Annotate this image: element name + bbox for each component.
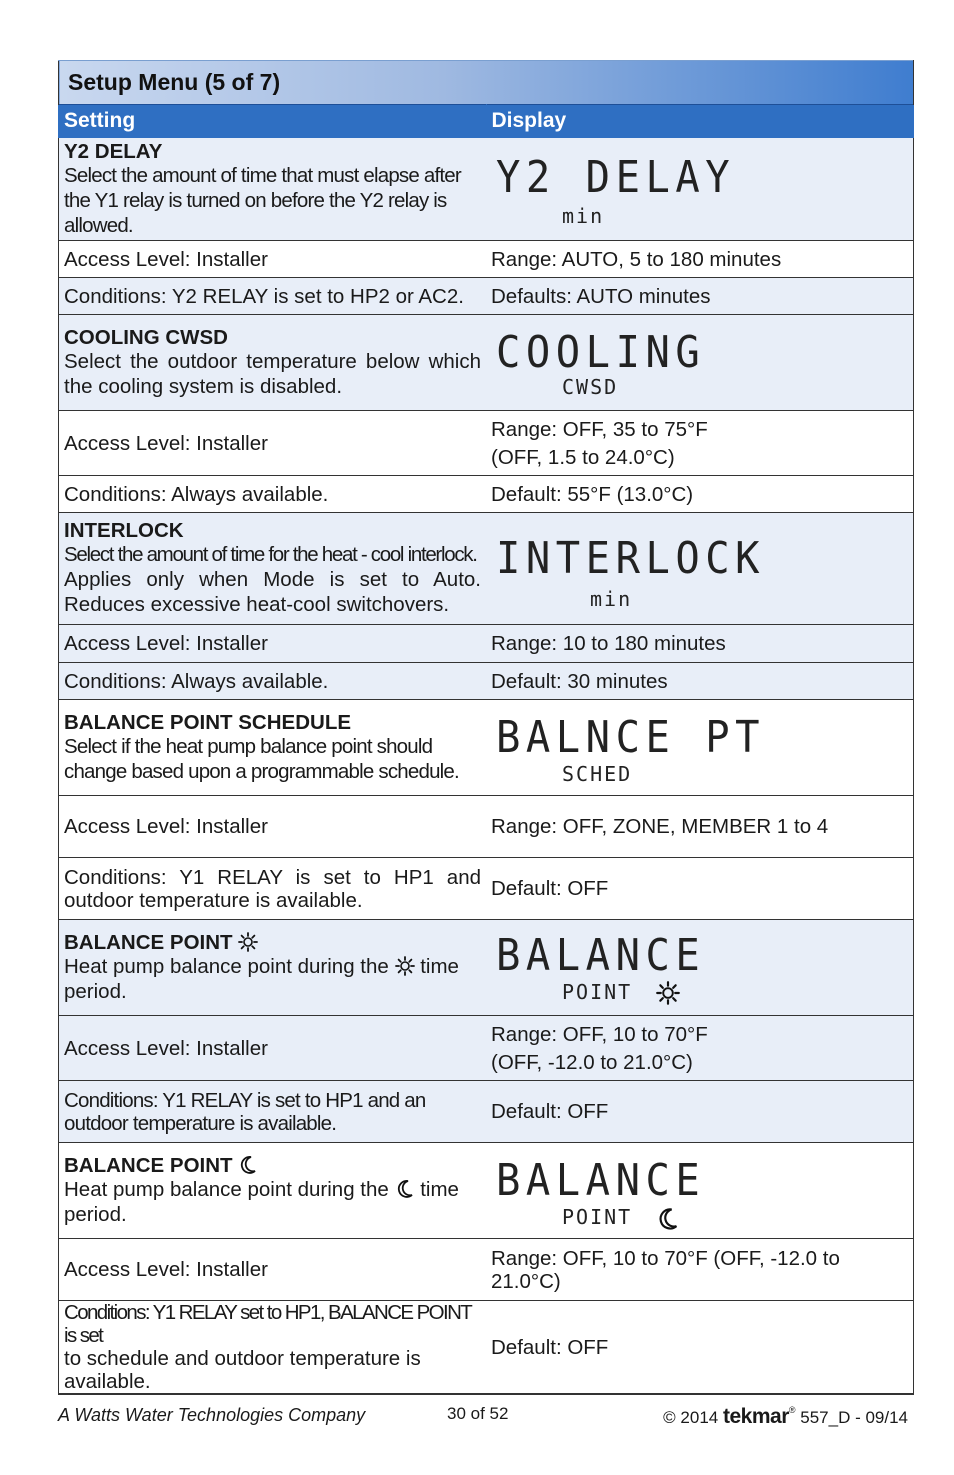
setting-description-cell bbox=[59, 920, 487, 1016]
column-header-setting: Setting bbox=[59, 105, 487, 138]
conditions: Conditions: Y1 RELAY is set to HP1 and outdoor temperature is available. bbox=[59, 858, 487, 920]
setting-description-cell bbox=[59, 513, 487, 625]
page-number: 30 of 52 bbox=[447, 1404, 509, 1423]
lcd-main-text: COOLING bbox=[496, 327, 706, 378]
lcd-sub-text: POINT bbox=[562, 980, 633, 1004]
moon-icon bbox=[395, 1179, 415, 1199]
conditions: Conditions: Y2 RELAY is set to HP2 or AC2. bbox=[59, 278, 487, 315]
setting-description-cell bbox=[59, 315, 487, 411]
conditions: Conditions: Always available. bbox=[59, 476, 487, 513]
range: Range: OFF, ZONE, MEMBER 1 to 4 bbox=[486, 796, 914, 858]
setting-name: BALANCE POINT bbox=[64, 930, 233, 954]
setting-name: COOLING CWSD bbox=[64, 325, 228, 349]
document-code: 557_D - 09/14 bbox=[800, 1408, 908, 1427]
brand-logo: tekmar bbox=[722, 1405, 789, 1428]
setup-menu-table-container bbox=[58, 60, 914, 1395]
range-line: (OFF, 1.5 to 24.0°C) bbox=[491, 445, 675, 469]
setting-description: Select the outdoor temperature below which the cooling system is disabled. bbox=[64, 349, 481, 398]
setting-description-cell bbox=[59, 700, 487, 796]
moon-icon bbox=[656, 1207, 680, 1231]
setting-name: Y2 DELAY bbox=[64, 139, 163, 163]
lcd-display-cell bbox=[486, 315, 914, 411]
setting-name: BALANCE POINT bbox=[64, 1153, 233, 1177]
conditions-line: to schedule and outdoor temperature is available. bbox=[64, 1347, 421, 1393]
conditions-line: Conditions: Y1 RELAY set to HP1, BALANCE POINT is set bbox=[64, 1301, 471, 1347]
range: Range: AUTO, 5 to 180 minutes bbox=[486, 241, 914, 278]
default-value: Default: 30 minutes bbox=[486, 663, 914, 700]
setting-description: Select the amount of time that must elapse after the Y1 relay is turned on before the Y2 relay is allowed. bbox=[64, 163, 461, 237]
lcd-main-text: BALNCE PT bbox=[496, 712, 766, 763]
lcd-display-cell bbox=[486, 700, 914, 796]
setting-description: time period. bbox=[64, 954, 459, 1003]
lcd-display-cell bbox=[486, 1143, 914, 1239]
access-level: Access Level: Installer bbox=[59, 1016, 487, 1081]
copyright: © 2014 bbox=[663, 1408, 719, 1427]
conditions: Conditions: Always available. bbox=[59, 663, 487, 700]
setting-description: Heat pump balance point during the bbox=[64, 954, 389, 978]
moon-icon bbox=[238, 1155, 258, 1175]
default-value: Default: OFF bbox=[486, 1301, 914, 1395]
registered-mark: ® bbox=[788, 1405, 796, 1415]
setting-description-cell bbox=[59, 1143, 487, 1239]
range: Range: 10 to 180 minutes bbox=[486, 625, 914, 663]
access-level: Access Level: Installer bbox=[59, 411, 487, 476]
range: Range: OFF, 10 to 70°F (OFF, -12.0 to 21.0°C) bbox=[486, 1239, 914, 1301]
setting-description: Select if the heat pump balance point should change based upon a programmable schedule. bbox=[64, 734, 459, 783]
conditions-cell bbox=[59, 1301, 487, 1395]
default-value: Default: 55°F (13.0°C) bbox=[486, 476, 914, 513]
range-cell bbox=[486, 411, 914, 476]
access-level: Access Level: Installer bbox=[59, 625, 487, 663]
access-level: Access Level: Installer bbox=[59, 241, 487, 278]
access-level: Access Level: Installer bbox=[59, 796, 487, 858]
range-line: Range: OFF, 35 to 75°F bbox=[491, 417, 708, 441]
setting-description-line: Applies only when Mode is set to Auto. Reduces excessive heat-cool switchovers. bbox=[64, 568, 481, 616]
lcd-main-text: BALANCE bbox=[496, 1155, 706, 1206]
default-value: Default: OFF bbox=[486, 1081, 914, 1143]
setting-name: BALANCE POINT SCHEDULE bbox=[64, 710, 352, 734]
setting-name: INTERLOCK bbox=[64, 519, 184, 542]
default-value: Default: OFF bbox=[486, 858, 914, 920]
lcd-sub-text: POINT bbox=[562, 1205, 633, 1229]
range-line: Range: OFF, 10 to 70°F bbox=[491, 1022, 708, 1046]
lcd-sub-text: CWSD bbox=[562, 375, 619, 399]
lcd-main-text: INTERLOCK bbox=[496, 533, 766, 584]
column-header-display: Display bbox=[486, 105, 914, 138]
range-cell bbox=[486, 1016, 914, 1081]
lcd-display-cell bbox=[486, 513, 914, 625]
lcd-sub-text: min bbox=[562, 204, 605, 228]
sun-icon bbox=[238, 932, 258, 952]
lcd-display-cell bbox=[486, 920, 914, 1016]
range-line: (OFF, -12.0 to 21.0°C) bbox=[491, 1050, 693, 1074]
sun-icon bbox=[656, 981, 680, 1005]
footer-right bbox=[663, 1405, 908, 1429]
setting-description: time period. bbox=[64, 1177, 459, 1226]
lcd-main-text: BALANCE bbox=[496, 930, 706, 981]
menu-title: Setup Menu (5 of 7) bbox=[59, 61, 914, 105]
setting-description: Heat pump balance point during the bbox=[64, 1177, 389, 1201]
lcd-sub-text: min bbox=[590, 587, 633, 611]
lcd-sub-text: SCHED bbox=[562, 762, 633, 786]
default-value: Defaults: AUTO minutes bbox=[486, 278, 914, 315]
setting-description-cell bbox=[59, 138, 487, 241]
conditions: Conditions: Y1 RELAY is set to HP1 and an outdoor temperature is available. bbox=[59, 1081, 487, 1143]
footer-company: A Watts Water Technologies Company bbox=[58, 1405, 366, 1425]
access-level: Access Level: Installer bbox=[59, 1239, 487, 1301]
setup-menu-table bbox=[58, 60, 914, 1395]
setting-description-line: Select the amount of time for the heat - cool interlock. bbox=[64, 543, 477, 566]
lcd-display-cell bbox=[486, 138, 914, 241]
sun-icon bbox=[395, 956, 415, 976]
lcd-main-text: Y2 DELAY bbox=[496, 152, 736, 203]
